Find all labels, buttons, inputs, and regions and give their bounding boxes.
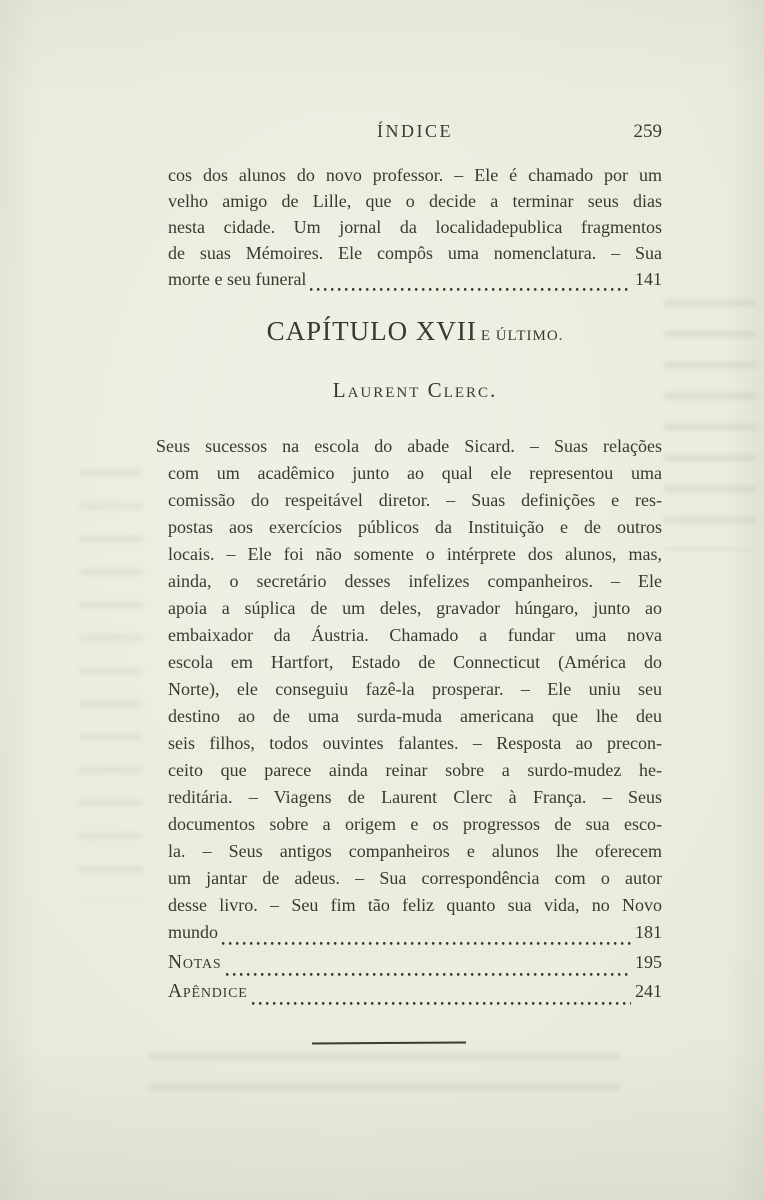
toc-entry-line: apoia a súplica de um deles, gravador húngaro, junto ao (168, 598, 662, 618)
toc-entry-line: documentos sobre a origem e os progressos de sua esco- (168, 814, 662, 834)
toc-entry-line: com um acadêmico junto ao qual ele representou uma (168, 463, 662, 483)
leader-dots (225, 963, 631, 977)
toc-entry-line: cos dos alunos do novo professor. – Ele é chamado por um (168, 165, 662, 185)
leader-dots (309, 278, 631, 292)
toc-leader-label: mundo (168, 922, 219, 942)
chapter-title: CAPÍTULO XVII (266, 316, 477, 346)
toc-leader-row (168, 919, 662, 946)
toc-entry-line: Norte), ele conseguiu fazê-la prosperar. – Ele uniu seu (168, 679, 662, 699)
toc-leader-label: morte e seu funeral (168, 269, 307, 289)
back-matter-row (168, 977, 662, 1006)
toc-entry-line: reditária. – Viagens de Laurent Clerc à França. – Seus (168, 787, 662, 807)
back-matter-list (168, 948, 662, 1006)
toc-entry-line: la. – Seus antigos companheiros e alunos lhe oferecem (168, 841, 662, 861)
toc-entry-line: embaixador da Áustria. Chamado a fundar uma nova (168, 625, 662, 645)
toc-entry-lines (156, 433, 662, 919)
toc-entry-line: locais. – Ele foi não somente o intérprete dos alunos, mas, (168, 544, 662, 564)
chapter-title-suffix: E ÚLTIMO. (480, 328, 564, 344)
leader-dots (251, 992, 631, 1006)
back-matter-page-number: 241 (635, 981, 662, 1001)
text-column (156, 0, 662, 1200)
chapter-heading (168, 316, 662, 347)
page-bleedthrough-right (664, 300, 756, 550)
back-matter-row (168, 948, 662, 977)
back-matter-page-number: 195 (635, 952, 662, 972)
leader-dots (221, 932, 631, 946)
toc-entry-line: ainda, o secretário desses infelizes companheiros. – Ele (168, 571, 662, 591)
toc-entry-line: de suas Mémoires. Ele compôs uma nomenclatura. – Sua (168, 243, 662, 263)
running-head (168, 121, 662, 147)
page-number: 259 (633, 121, 662, 142)
back-matter-label: Notas (168, 952, 222, 973)
toc-entry-line: velho amigo de Lille, que o decide a terminar seus dias (168, 191, 662, 211)
toc-entry-line: um jantar de adeus. – Sua correspondência com o autor (168, 868, 662, 888)
toc-leader-page-number: 181 (635, 922, 662, 942)
back-matter-label: Apêndice (168, 981, 248, 1002)
toc-entry-line: postas aos exercícios públicos da Instituição e de outros (168, 517, 662, 537)
chapter-subtitle: Laurent Clerc. (332, 378, 498, 402)
toc-leader-page-number: 141 (635, 269, 662, 289)
toc-entry-line: ceito que parece ainda reinar sobre a surdo-mudez he- (168, 760, 662, 780)
toc-entry-continuation (168, 162, 662, 292)
toc-entry-line: comissão do respeitável diretor. – Suas definições e res- (168, 490, 662, 510)
page-heading: ÍNDICE (377, 121, 453, 141)
toc-entry-line: Seus sucessos na escola do abade Sicard. – Suas relações (156, 436, 662, 456)
page-bleedthrough-left (80, 470, 142, 900)
toc-entry-line: destino ao de uma surda-muda americana que lhe deu (168, 706, 662, 726)
toc-entry-line: seis filhos, todos ouvintes falantes. – Resposta ao precon- (168, 733, 662, 753)
toc-entry-line: desse livro. – Seu fim tão feliz quanto sua vida, no Novo (168, 895, 662, 915)
toc-entry-lines (168, 162, 662, 266)
toc-entry-line: escola em Hartfort, Estado de Connecticut (América do (168, 652, 662, 672)
toc-entry-line: nesta cidade. Um jornal da localidadepublica fragmentos (168, 217, 662, 237)
toc-leader-row (168, 266, 662, 292)
toc-entry-chapter-17 (156, 433, 662, 946)
